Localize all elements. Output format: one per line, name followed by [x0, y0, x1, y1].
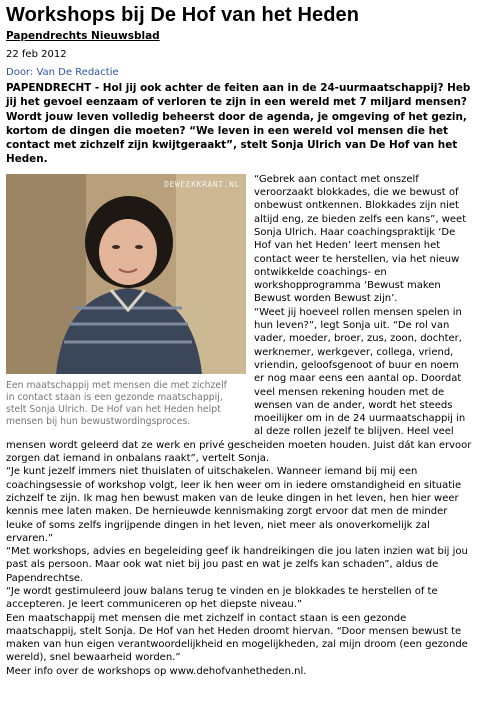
article-paragraph: Een maatschappij met mensen die met zichzelf in contact staan is een gezonde maatschappij, stelt Sonja. De Hof van het Heden droomt hiervan. “Door mensen bewust te maken van hun eigen verantwoordelijkheid en mogelijkheden, zal mijn droom (een gezonde wereld), snel bewaarheid worden.”: [6, 612, 468, 664]
article-page: [0, 4, 478, 715]
author-label: Door:: [6, 67, 34, 78]
article-paragraph: “Weet jij hoeveel rollen mensen spelen in hun leven?”, legt Sonja uit. “De rol van vader, moeder, broer, zus, zoon, dochter, werknemer, werkgever, collega, vriend, vriendin, geloofsgenoot of buur en noem er nog maar eens een aantal op. Doordat veel mensen rekening houden met de wensen van de ander, wordt het steeds moeilijker om in de 24 uurmaatschappij in al deze rollen jezelf te blijven. Heel veel mensen wordt geleerd dat ze werk en privé gescheiden moeten houden. Juist dát kan ervoor zorgen dat iemand in onbalans raakt”, vertelt Sonja.: [6, 306, 472, 465]
article-paragraph: “Gebrek aan contact met onszelf veroorzaakt blokkades, die we bewust of onbewust ontkennen. Blokkades zijn niet altijd eng, ze bieden zelfs een kans”, weet Sonja Ulrich. Haar coachingspraktijk ‘De Hof van het Heden’ leert mensen het contact weer te herstellen, via het nieuw ontwikkelde coachings- en workshopprogramma ‘Bewust maken Bewust worden Bewust zijn’.: [254, 173, 467, 305]
article-paragraph: Meer info over de workshops op www.dehofvanhetheden.nl.: [6, 665, 307, 677]
photo-watermark: DEWEEKKRANT.NL: [164, 179, 240, 189]
article-date: 22 feb 2012: [6, 49, 67, 60]
author-link[interactable]: Van De Redactie: [36, 67, 119, 78]
photo-caption: Een maatschappij met mensen die met zichzelf in contact staan is een gezonde maatschappij, stelt Sonja Ulrich. De Hof van het Heden helpt mensen bij hun bewustwordingsproces.: [6, 379, 227, 427]
article-title: Workshops bij De Hof van het Heden: [6, 4, 360, 26]
article-paragraph: “Met workshops, advies en begeleiding geef ik handreikingen die jou laten inzien wat bij jou past als persoon. Maar ook wat niet bij jou past en wat je zelfs kan schaden”, aldus de Papendrechtse.: [6, 546, 468, 584]
article-lead: PAPENDRECHT - Hol jij ook achter de feiten aan in de 24-uurmaatschappij? Heb jij het gevoel eenzaam of verloren te zijn in een wereld met 7 miljard mensen? Wordt jouw leven volledig beheerst door de agenda, je omgeving of het gezin, kortom de dingen die moeten? “We leven in een wereld vol mensen die het contact met zichzelf zijn kwijtgeraakt”, stelt Sonja Ulrich van De Hof van het Heden.: [6, 82, 471, 166]
portrait-illustration: [6, 174, 246, 374]
author-line: [6, 66, 472, 80]
article-photo-block: [6, 174, 248, 428]
source-link[interactable]: Papendrechts Nieuwsblad: [6, 30, 160, 42]
article-paragraph: “Je kunt jezelf immers niet thuislaten of uitschakelen. Wanneer iemand bij mij een coachingsessie of workshop volgt, leer ik hen weer om in iedere omstandigheid en situatie zichzelf te zijn. Ik mag hen bewust maken van de leuke dingen in het leven, hen hier weer kennis mee laten maken. De hernieuwde kennismaking zorgt ervoor dat men de minder leuke of soms zelfs ingrijpende dingen in het leven, niet meer als onoverkomelijk zal ervaren.”: [6, 466, 462, 544]
article-paragraph: “Je wordt gestimuleerd jouw balans terug te vinden en je blokkades te herstellen of te accepteren. Je leert communiceren op het diepste niveau.”: [6, 585, 438, 611]
article-photo: [6, 174, 246, 374]
